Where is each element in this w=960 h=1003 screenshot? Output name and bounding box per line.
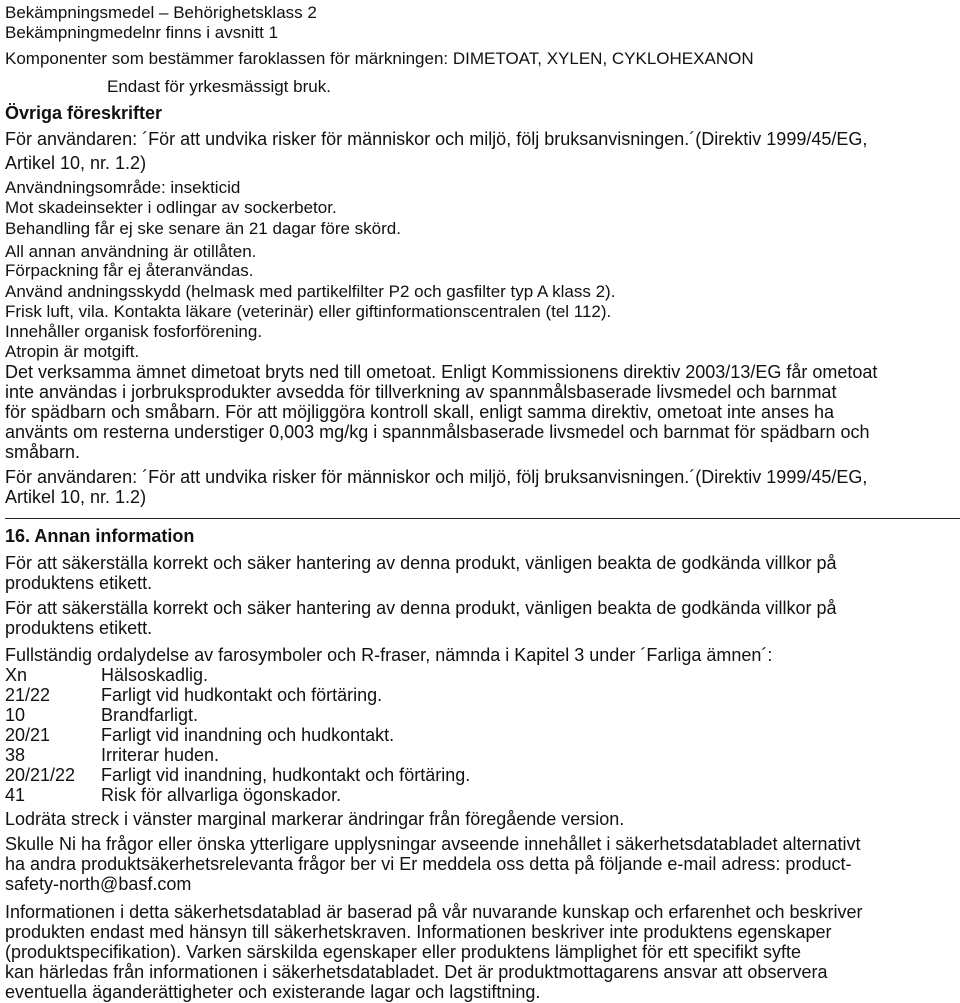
r-phrase-row [5,765,470,785]
usage-line: Atropin är motgift. [5,342,140,361]
user-instruction-line: Artikel 10, nr. 1.2) [5,487,147,507]
directive-line: småbarn. [5,442,81,462]
r-phrase-text: Brandfarligt. [101,705,199,725]
r-phrase-row [5,785,341,805]
r-phrase-code: 20/21 [5,725,51,745]
user-instruction-line: För användaren: ´För att undvika risker för människor och miljö, följ bruksanvisningen.´(Direktiv 1999/45/EG, [5,467,868,487]
r-phrase-text: Farligt vid inandning, hudkontakt och förtäring. [101,765,471,785]
r-phrase-row [5,665,208,685]
pesticide-number-line: Bekämpningmedelnr finns i avsnitt 1 [5,23,279,42]
r-phrase-text: Irriterar huden. [101,745,220,765]
usage-line: Använd andningsskydd (helmask med partikelfilter P2 och gasfilter typ A klass 2). [5,282,616,301]
r-phrase-code: 20/21/22 [5,765,76,785]
usage-line: All annan användning är otillåten. [5,242,257,261]
info-paragraph-line: För att säkerställa korrekt och säker hantering av denna produkt, vänligen beakta de godkända villkor på [5,598,837,618]
disclaimer-line: produkten endast med hänsyn till säkerhetskraven. Informationen beskriver inte produktens egenskaper [5,922,832,942]
r-phrase-code: Xn [5,665,28,685]
directive-line: använts om resterna understiger 0,003 mg/kg i spannmålsbaserade livsmedel och barnmat för spädbarn och [5,422,870,442]
section-divider [5,518,960,519]
section-16-heading: 16. Annan information [5,526,195,546]
info-paragraph-line: produktens etikett. [5,573,153,593]
disclaimer-line: kan härledas från informationen i säkerhetsdatabladet. Det är produktmottagarens ansvar att observera [5,962,828,982]
r-phrase-row [5,705,198,725]
r-phrase-text: Farligt vid inandning och hudkontakt. [101,725,395,745]
r-phrase-code: 38 [5,745,26,765]
r-phrase-row [5,685,382,705]
usage-line: Förpackning får ej återanvändas. [5,261,254,280]
usage-line: Behandling får ej ske senare än 21 dagar före skörd. [5,219,401,238]
r-phrase-row [5,745,219,765]
directive-line: inte användas i jorbruksprodukter avsedda för tillverkning av spannmålsbaserade livsmedel och barnmat [5,382,837,402]
r-phrase-code: 21/22 [5,685,51,705]
contact-line: ha andra produktsäkerhetsrelevanta frågor ber vi Er meddela oss detta på följande e-mail adress: product- [5,854,852,874]
r-phrase-code: 41 [5,785,26,805]
other-rules-heading: Övriga föreskrifter [5,103,163,123]
disclaimer-line: Informationen i detta säkerhetsdatablad är baserad på vår nuvarande kunskap och erfarenhet och beskriver [5,902,863,922]
margin-note: Lodräta streck i vänster marginal markerar ändringar från föregående version. [5,809,625,829]
r-phrase-row [5,725,394,745]
professional-use-line: Endast för yrkesmässigt bruk. [107,77,331,96]
hazard-components-line: Komponenter som bestämmer faroklassen för märkningen: DIMETOAT, XYLEN, CYKLOHEXANON [5,49,754,68]
usage-line: Frisk luft, vila. Kontakta läkare (veterinär) eller giftinformationscentralen (tel 112). [5,302,612,321]
directive-line: Det verksamma ämnet dimetoat bryts ned till ometoat. Enligt Kommissionens direktiv 2003/13/EG får ometoat [5,362,878,382]
info-paragraph-line: produktens etikett. [5,618,153,638]
r-phrase-code: 10 [5,705,26,725]
r-phrase-text: Risk för allvarliga ögonskador. [101,785,342,805]
r-phrases-intro: Fullständig ordalydelse av farosymboler och R-fraser, nämnda i Kapitel 3 under ´Farliga ämnen´: [5,645,773,665]
usage-line: Innehåller organisk fosforförening. [5,322,263,341]
disclaimer-line: eventuella äganderättigheter och existerande lagar och lagstiftning. [5,982,541,1002]
user-instruction-line: Artikel 10, nr. 1.2) [5,153,147,173]
info-paragraph-line: För att säkerställa korrekt och säker hantering av denna produkt, vänligen beakta de godkända villkor på [5,553,837,573]
r-phrase-text: Farligt vid hudkontakt och förtäring. [101,685,383,705]
user-instruction-line: För användaren: ´För att undvika risker för människor och miljö, följ bruksanvisningen.´(Direktiv 1999/45/EG, [5,129,868,149]
r-phrase-text: Hälsoskadlig. [101,665,209,685]
contact-email: safety-north@basf.com [5,874,192,894]
disclaimer-line: (produktspecifikation). Varken särskilda egenskaper eller produktens lämplighet för ett specifikt syfte [5,942,802,962]
usage-line: Mot skadeinsekter i odlingar av sockerbetor. [5,198,337,217]
pesticide-class-line: Bekämpningsmedel – Behörighetsklass 2 [5,3,317,22]
directive-line: för spädbarn och småbarn. För att möjliggöra kontroll skall, enligt samma direktiv, ometoat inte anses ha [5,402,835,422]
contact-line: Skulle Ni ha frågor eller önska ytterligare upplysningar avseende innehållet i säkerhetsdatabladet alternativt [5,834,861,854]
usage-line: Användningsområde: insekticid [5,178,241,197]
